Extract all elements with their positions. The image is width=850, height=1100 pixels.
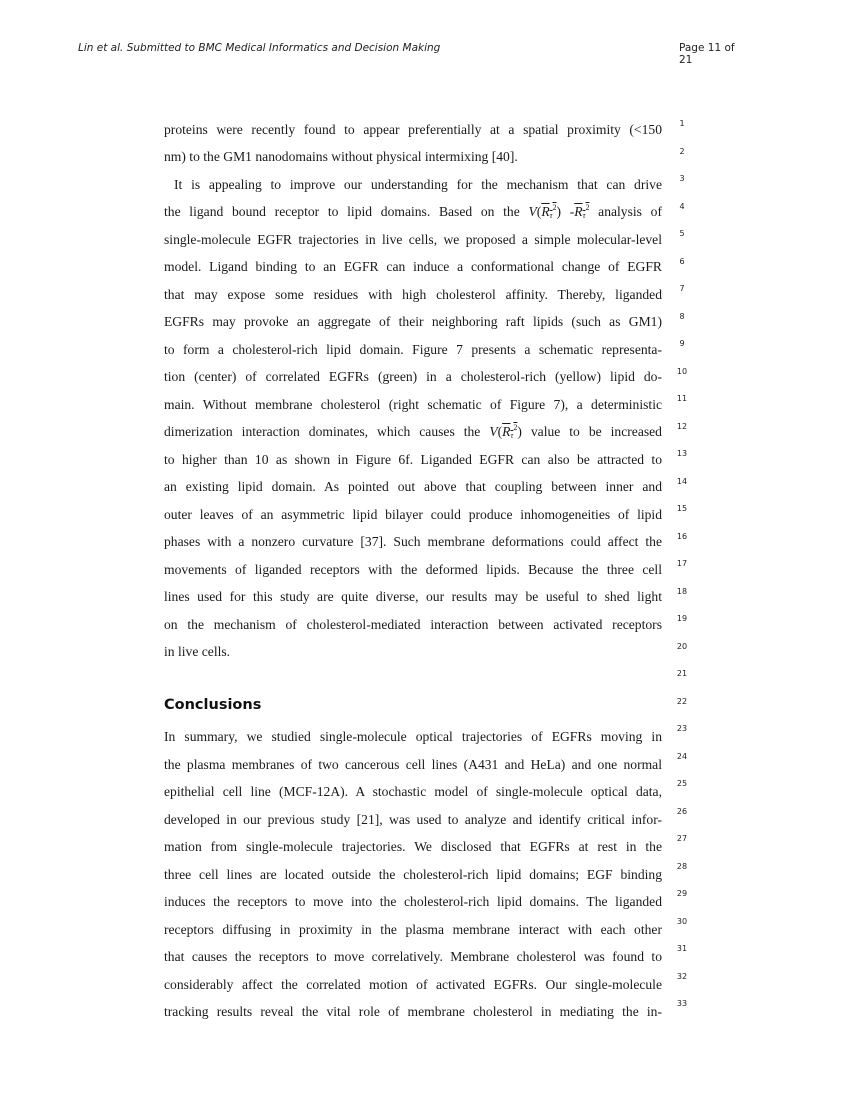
line-number: 6: [679, 257, 685, 266]
text-line: on the mechanism of cholesterol-mediated interaction between activated receptors: [164, 617, 662, 632]
math-expression: $V(R_\tau^2)$: [489, 423, 522, 440]
line-number: 1: [679, 119, 685, 128]
text-line: nm) to the GM1 nanodomains without physical intermixing [40].: [164, 149, 518, 164]
text-segment: the ligand bound receptor to lipid domains. Based on the: [164, 204, 520, 219]
line-number: 8: [679, 312, 685, 321]
line-number: 15: [676, 504, 688, 513]
text-line: movements of liganded receptors with the deformed lipids. Because the three cell: [164, 562, 662, 577]
text-line: single-molecule EGFR trajectories in live cells, we proposed a simple molecular-level: [164, 232, 662, 247]
line-number: 18: [676, 587, 688, 596]
text-segment: value to be increased: [530, 424, 662, 439]
text-line: the plasma membranes of two cancerous cell lines (A431 and HeLa) and one normal: [164, 757, 662, 772]
line-number: 10: [676, 367, 688, 376]
text-line: [164, 424, 662, 440]
line-number: 27: [676, 834, 688, 843]
text-line: model. Ligand binding to an EGFR can induce a conformational change of EGFR: [164, 259, 662, 274]
text-line: to higher than 10 as shown in Figure 6f. Liganded EGFR can also be attracted to: [164, 452, 662, 467]
line-number: 28: [676, 862, 688, 871]
text-line: tracking results reveal the vital role of membrane cholesterol in mediating the in-: [164, 1004, 662, 1019]
running-header-citation: [78, 42, 440, 54]
line-number: 5: [679, 229, 685, 238]
text-line: [164, 204, 662, 220]
line-number: 24: [676, 752, 688, 761]
line-number: 19: [676, 614, 688, 623]
text-line: proteins were recently found to appear preferentially at a spatial proximity (<150: [164, 122, 662, 137]
text-segment: dimerization interaction dominates, which causes the: [164, 424, 481, 439]
line-number: 26: [676, 807, 688, 816]
line-number: 4: [679, 202, 685, 211]
text-segment: analysis of: [598, 204, 662, 219]
text-line: phases with a nonzero curvature [37]. Such membrane deformations could affect the: [164, 534, 662, 549]
page-number: Page 11 of 21: [679, 42, 735, 66]
line-number: 31: [676, 944, 688, 953]
text-line: developed in our previous study [21], was used to analyze and identify critical infor-: [164, 812, 662, 827]
text-line: In summary, we studied single-molecule optical trajectories of EGFRs moving in: [164, 729, 662, 744]
header-authors: Lin et al.: [78, 42, 124, 54]
text-line: lines used for this study are quite diverse, our results may be useful to shed light: [164, 589, 662, 604]
text-line: main. Without membrane cholesterol (right schematic of Figure 7), a deterministic: [164, 397, 662, 412]
running-header: [78, 42, 750, 66]
line-number: 29: [676, 889, 688, 898]
line-number: 14: [676, 477, 688, 486]
text-line: EGFRs may provoke an aggregate of their neighboring raft lipids (such as GM1): [164, 314, 662, 329]
math-expression: $V(R_\tau^2)$ $-R_\tau^2$: [528, 203, 590, 220]
text-line: It is appealing to improve our understanding for the mechanism that can drive: [174, 177, 662, 192]
section-heading: Conclusions: [164, 697, 262, 713]
line-number: 23: [676, 724, 688, 733]
line-number: 22: [676, 697, 688, 706]
text-line: outer leaves of an asymmetric lipid bilayer could produce inhomogeneities of lipid: [164, 507, 662, 522]
text-line: in live cells.: [164, 644, 231, 659]
header-journal: Submitted to BMC Medical Informatics and Decision Making: [126, 42, 441, 54]
text-line: to form a cholesterol-rich lipid domain. Figure 7 presents a schematic representa-: [164, 342, 662, 357]
line-number: 20: [676, 642, 688, 651]
line-number: 16: [676, 532, 688, 541]
line-number: 25: [676, 779, 688, 788]
text-line: induces the receptors to move into the cholesterol-rich lipid domains. The liganded: [164, 894, 662, 909]
text-line: tion (center) of correlated EGFRs (green) in a cholesterol-rich (yellow) lipid do-: [164, 369, 662, 384]
text-line: mation from single-molecule trajectories. We disclosed that EGFRs at rest in the: [164, 839, 662, 854]
line-number: 7: [679, 284, 685, 293]
text-line: an existing lipid domain. As pointed out above that coupling between inner and: [164, 479, 662, 494]
line-number: 30: [676, 917, 688, 926]
text-line: three cell lines are located outside the cholesterol-rich lipid domains; EGF binding: [164, 867, 662, 882]
line-number: 13: [676, 449, 688, 458]
text-line: that causes the receptors to move correlatively. Membrane cholesterol was found to: [164, 949, 662, 964]
text-line: that may expose some residues with high cholesterol affinity. Thereby, liganded: [164, 287, 662, 302]
line-number: 17: [676, 559, 688, 568]
line-number: 9: [679, 339, 685, 348]
text-line: considerably affect the correlated motion of activated EGFRs. Our single-molecule: [164, 977, 662, 992]
line-number: 21: [676, 669, 688, 678]
line-number: 2: [679, 147, 685, 156]
line-number: 32: [676, 972, 688, 981]
text-line: epithelial cell line (MCF-12A). A stochastic model of single-molecule optical data,: [164, 784, 662, 799]
text-line: receptors diffusing in proximity in the plasma membrane interact with each other: [164, 922, 662, 937]
line-number: 33: [676, 999, 688, 1008]
line-number: 11: [676, 394, 688, 403]
line-number: 3: [679, 174, 685, 183]
line-number: 12: [676, 422, 688, 431]
